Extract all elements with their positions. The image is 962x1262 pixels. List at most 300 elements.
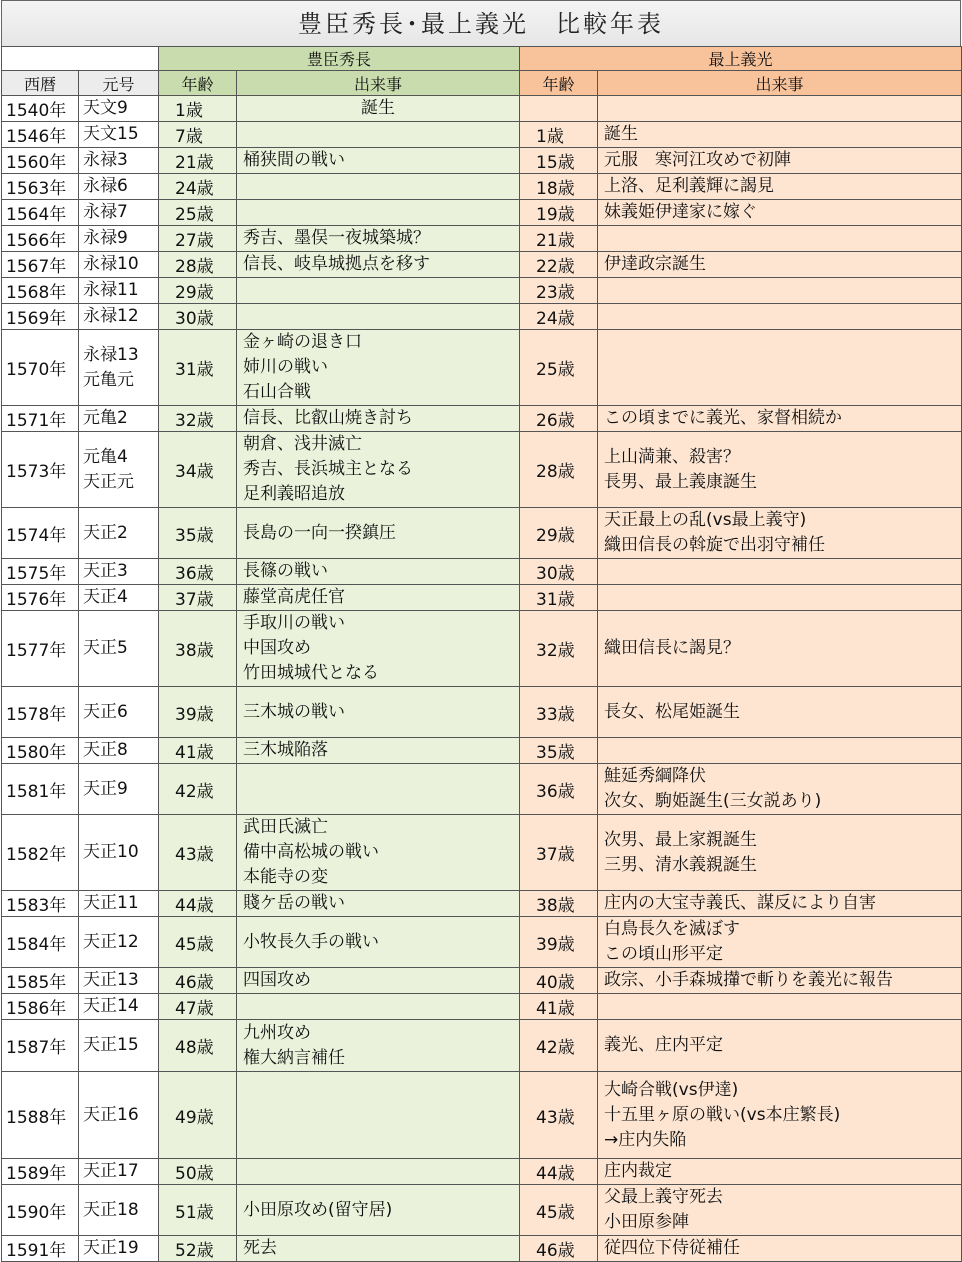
- era-cell: [79, 559, 159, 585]
- yoshiaki-age-cell: 44歳: [520, 1159, 598, 1185]
- yoshiaki-events-cell: [598, 278, 962, 304]
- year-cell: 1580年: [2, 738, 79, 764]
- era-cell: [79, 764, 159, 815]
- event-line: 竹田城城代となる: [243, 663, 379, 683]
- hidenaga-age-cell: 34歳: [159, 432, 237, 508]
- yoshiaki-events-cell: [598, 304, 962, 330]
- hidenaga-age-cell: 44歳: [159, 891, 237, 917]
- hidenaga-events-cell: [237, 738, 520, 764]
- yoshiaki-age-cell: 36歳: [520, 764, 598, 815]
- table-row: [2, 304, 962, 330]
- era-cell: [79, 278, 159, 304]
- yoshiaki-events-cell: [598, 148, 962, 174]
- yoshiaki-events-cell: [598, 1236, 962, 1262]
- event-line: 天正12: [83, 931, 139, 952]
- year-cell: 1540年: [2, 96, 79, 122]
- yoshiaki-age-cell: 30歳: [520, 559, 598, 585]
- header-yoshiaki-age: 年齢: [520, 71, 598, 96]
- event-line: 秀吉、長浜城主となる: [243, 459, 413, 479]
- event-line: 長篠の戦い: [243, 561, 328, 581]
- hidenaga-events-cell: [237, 508, 520, 559]
- event-line: 上山満兼、殺害？: [604, 446, 741, 467]
- hidenaga-age-cell: 7歳: [159, 122, 237, 148]
- yoshiaki-age-cell: 40歳: [520, 968, 598, 994]
- hidenaga-age-cell: 31歳: [159, 330, 237, 406]
- hidenaga-events-cell: [237, 687, 520, 738]
- event-line: 元服 寒河江攻めで初陣: [604, 150, 792, 170]
- event-line: 三男、清水義親誕生: [604, 854, 758, 875]
- yoshiaki-events-cell: [598, 687, 962, 738]
- hidenaga-age-cell: 47歳: [159, 994, 237, 1020]
- event-line: 藤堂高虎任官: [243, 587, 345, 607]
- event-line: 庄内の大宝寺義氏、謀反により自害: [604, 893, 877, 913]
- hidenaga-age-cell: 30歳: [159, 304, 237, 330]
- hidenaga-age-cell: 50歳: [159, 1159, 237, 1185]
- hidenaga-age-cell: 37歳: [159, 585, 237, 611]
- year-cell: 1582年: [2, 815, 79, 891]
- event-line: 長女、松尾姫誕生: [604, 701, 741, 722]
- year-cell: 1581年: [2, 764, 79, 815]
- table-row: [2, 148, 962, 174]
- table-row: [2, 815, 962, 891]
- table-row: [2, 1159, 962, 1185]
- year-cell: 1567年: [2, 252, 79, 278]
- yoshiaki-events-cell: [598, 764, 962, 815]
- event-line: 永禄13: [83, 344, 139, 365]
- column-header-row: [2, 71, 962, 96]
- era-cell: [79, 585, 159, 611]
- hidenaga-events-cell: [237, 1072, 520, 1159]
- year-cell: 1563年: [2, 174, 79, 200]
- header-hidenaga: 豊臣秀長: [159, 47, 520, 71]
- event-line: 秀吉、墨俣一夜城築城？: [243, 228, 430, 248]
- event-line: 信長、岐阜城拠点を移す: [243, 254, 430, 274]
- era-cell: [79, 1185, 159, 1236]
- event-line: 大崎合戦(vs伊達): [604, 1079, 739, 1100]
- hidenaga-age-cell: 48歳: [159, 1020, 237, 1072]
- event-line: 小田原攻め(留守居): [243, 1199, 393, 1220]
- event-line: 天文15: [83, 124, 139, 144]
- yoshiaki-age-cell: 31歳: [520, 585, 598, 611]
- event-line: 織田信長に謁見？: [604, 638, 741, 658]
- yoshiaki-events-cell: [598, 200, 962, 226]
- event-line: 従四位下侍従補任: [604, 1238, 741, 1258]
- event-line: 本能寺の変: [243, 867, 328, 887]
- event-line: 信長、比叡山焼き討ち: [243, 408, 413, 428]
- event-line: 天正5: [83, 638, 128, 658]
- hidenaga-events-cell: [237, 252, 520, 278]
- event-line: 義光、庄内平定: [604, 1035, 724, 1055]
- event-line: 天正14: [83, 996, 139, 1016]
- hidenaga-age-cell: 45歳: [159, 917, 237, 968]
- table-row: [2, 1072, 962, 1159]
- table-row: [2, 226, 962, 252]
- table-row: [2, 174, 962, 200]
- era-cell: [79, 226, 159, 252]
- yoshiaki-age-cell: 21歳: [520, 226, 598, 252]
- hidenaga-age-cell: 36歳: [159, 559, 237, 585]
- header-era: 元号: [79, 71, 159, 96]
- era-cell: [79, 968, 159, 994]
- event-line: 永禄3: [83, 150, 128, 170]
- table-row: [2, 994, 962, 1020]
- hidenaga-age-cell: 1歳: [159, 96, 237, 122]
- table-row: [2, 891, 962, 917]
- event-line: 死去: [243, 1238, 277, 1258]
- yoshiaki-events-cell: [598, 252, 962, 278]
- event-line: 次男、最上家親誕生: [604, 829, 758, 850]
- event-line: 伊達政宗誕生: [604, 254, 707, 274]
- yoshiaki-events-cell: [598, 226, 962, 252]
- event-line: 四国攻め: [243, 970, 311, 990]
- table-row: [2, 432, 962, 508]
- yoshiaki-events-cell: [598, 432, 962, 508]
- year-cell: 1586年: [2, 994, 79, 1020]
- event-line: 九州攻め: [243, 1022, 311, 1043]
- yoshiaki-events-cell: [598, 122, 962, 148]
- yoshiaki-age-cell: 33歳: [520, 687, 598, 738]
- header-hidenaga-age: 年齢: [159, 71, 237, 96]
- person-header-row: [2, 47, 962, 71]
- yoshiaki-events-cell: [598, 738, 962, 764]
- hidenaga-age-cell: 49歳: [159, 1072, 237, 1159]
- event-line: 天正9: [83, 778, 128, 799]
- hidenaga-age-cell: 38歳: [159, 611, 237, 687]
- era-cell: [79, 611, 159, 687]
- yoshiaki-events-cell: [598, 1185, 962, 1236]
- hidenaga-events-cell: [237, 1185, 520, 1236]
- event-line: 元亀2: [83, 408, 128, 428]
- yoshiaki-events-cell: [598, 330, 962, 406]
- event-line: 天文9: [83, 98, 128, 118]
- hidenaga-events-cell: [237, 585, 520, 611]
- event-line: 長男、最上義康誕生: [604, 471, 758, 492]
- year-cell: 1584年: [2, 917, 79, 968]
- page-title: 豊臣秀長･最上義光 比較年表: [1, 0, 961, 46]
- event-line: 誕生: [604, 124, 639, 144]
- header-yoshiaki-events: 出来事: [598, 71, 962, 96]
- year-cell: 1587年: [2, 1020, 79, 1072]
- yoshiaki-events-cell: [598, 994, 962, 1020]
- event-line: 永禄9: [83, 228, 128, 248]
- hidenaga-events-cell: [237, 96, 520, 122]
- era-cell: [79, 304, 159, 330]
- event-line: 庄内裁定: [604, 1161, 673, 1181]
- event-line: 武田氏滅亡: [243, 817, 328, 837]
- table-row: [2, 968, 962, 994]
- hidenaga-events-cell: [237, 226, 520, 252]
- table-row: [2, 917, 962, 968]
- hidenaga-events-cell: [237, 764, 520, 815]
- event-line: 天正最上の乱(vs最上義守): [604, 510, 807, 530]
- event-line: 政宗、小手森城攆で斬りを義光に報告: [604, 970, 894, 990]
- era-cell: [79, 738, 159, 764]
- event-line: 永禄10: [83, 254, 139, 274]
- event-line: 小田原参陣: [604, 1212, 690, 1232]
- yoshiaki-age-cell: 43歳: [520, 1072, 598, 1159]
- year-cell: 1577年: [2, 611, 79, 687]
- event-line: 妹義姫伊達家に嫁ぐ: [604, 202, 758, 222]
- hidenaga-events-cell: [237, 1020, 520, 1072]
- era-cell: [79, 508, 159, 559]
- year-cell: 1568年: [2, 278, 79, 304]
- event-line: 永禄12: [83, 306, 139, 326]
- event-line: 三木城陥落: [243, 740, 328, 760]
- event-line: 上洛、足利義輝に謁見: [604, 176, 775, 196]
- era-cell: [79, 432, 159, 508]
- yoshiaki-events-cell: [598, 559, 962, 585]
- hidenaga-age-cell: 35歳: [159, 508, 237, 559]
- event-line: 天正8: [83, 740, 128, 760]
- yoshiaki-age-cell: 23歳: [520, 278, 598, 304]
- header-blank-cell: [2, 47, 159, 71]
- yoshiaki-age-cell: 26歳: [520, 406, 598, 432]
- year-cell: 1573年: [2, 432, 79, 508]
- yoshiaki-age-cell: 22歳: [520, 252, 598, 278]
- event-line: 長島の一向一揆鎮圧: [243, 522, 396, 543]
- yoshiaki-age-cell: 1歳: [520, 122, 598, 148]
- yoshiaki-age-cell: 35歳: [520, 738, 598, 764]
- year-cell: 1570年: [2, 330, 79, 406]
- hidenaga-events-cell: [237, 122, 520, 148]
- yoshiaki-age-cell: 28歳: [520, 432, 598, 508]
- era-cell: [79, 200, 159, 226]
- event-line: 天正16: [83, 1104, 139, 1125]
- event-line: 天正10: [83, 842, 139, 862]
- event-line: 中国攻め: [243, 638, 311, 658]
- yoshiaki-events-cell: [598, 585, 962, 611]
- table-row: [2, 122, 962, 148]
- event-line: 賤ケ岳の戦い: [243, 893, 345, 913]
- table-row: [2, 764, 962, 815]
- table-row: [2, 406, 962, 432]
- year-cell: 1569年: [2, 304, 79, 330]
- event-line: 天正18: [83, 1199, 139, 1220]
- hidenaga-events-cell: [237, 611, 520, 687]
- hidenaga-age-cell: 28歳: [159, 252, 237, 278]
- era-cell: [79, 994, 159, 1020]
- era-cell: [79, 687, 159, 738]
- yoshiaki-age-cell: 45歳: [520, 1185, 598, 1236]
- event-line: 天正11: [83, 893, 139, 913]
- yoshiaki-events-cell: [598, 96, 962, 122]
- hidenaga-events-cell: [237, 278, 520, 304]
- event-line: 鮭延秀綱降伏: [604, 766, 707, 786]
- event-line: 手取川の戦い: [243, 613, 345, 633]
- year-cell: 1576年: [2, 585, 79, 611]
- year-cell: 1571年: [2, 406, 79, 432]
- table-row: [2, 585, 962, 611]
- hidenaga-events-cell: [237, 559, 520, 585]
- yoshiaki-events-cell: [598, 611, 962, 687]
- event-line: 永禄11: [83, 280, 139, 300]
- event-line: 織田信長の斡旋で出羽守補任: [604, 535, 826, 555]
- event-line: 権大納言補任: [243, 1047, 345, 1068]
- table-row: [2, 1020, 962, 1072]
- event-line: 誕生: [361, 98, 395, 118]
- table-row: [2, 278, 962, 304]
- yoshiaki-age-cell: 15歳: [520, 148, 598, 174]
- year-cell: 1574年: [2, 508, 79, 559]
- yoshiaki-age-cell: 18歳: [520, 174, 598, 200]
- yoshiaki-events-cell: [598, 1072, 962, 1159]
- event-line: 元亀元: [83, 369, 134, 390]
- yoshiaki-events-cell: [598, 891, 962, 917]
- event-line: 備中高松城の戦い: [243, 842, 379, 862]
- hidenaga-events-cell: [237, 917, 520, 968]
- era-cell: [79, 96, 159, 122]
- event-line: 元亀4: [83, 446, 128, 467]
- hidenaga-events-cell: [237, 174, 520, 200]
- year-cell: 1578年: [2, 687, 79, 738]
- hidenaga-age-cell: 51歳: [159, 1185, 237, 1236]
- event-line: 足利義昭追放: [243, 484, 345, 504]
- era-cell: [79, 1159, 159, 1185]
- table-row: [2, 559, 962, 585]
- hidenaga-events-cell: [237, 891, 520, 917]
- event-line: 天正17: [83, 1161, 139, 1181]
- yoshiaki-age-cell: 46歳: [520, 1236, 598, 1262]
- hidenaga-events-cell: [237, 432, 520, 508]
- table-row: [2, 1185, 962, 1236]
- hidenaga-events-cell: [237, 994, 520, 1020]
- yoshiaki-age-cell: 32歳: [520, 611, 598, 687]
- event-line: 天正19: [83, 1238, 139, 1258]
- year-cell: 1583年: [2, 891, 79, 917]
- event-line: 三木城の戦い: [243, 701, 345, 722]
- table-row: [2, 508, 962, 559]
- event-line: 天正3: [83, 561, 128, 581]
- table-row: [2, 200, 962, 226]
- hidenaga-age-cell: 21歳: [159, 148, 237, 174]
- year-cell: 1590年: [2, 1185, 79, 1236]
- year-cell: 1546年: [2, 122, 79, 148]
- yoshiaki-age-cell: 37歳: [520, 815, 598, 891]
- year-cell: 1585年: [2, 968, 79, 994]
- event-line: 天正元: [83, 471, 134, 492]
- hidenaga-events-cell: [237, 406, 520, 432]
- event-line: 石山合戦: [243, 382, 311, 402]
- hidenaga-age-cell: 52歳: [159, 1236, 237, 1262]
- event-line: この頃山形平定: [604, 944, 724, 964]
- event-line: 白鳥長久を滅ぼす: [604, 919, 741, 939]
- yoshiaki-age-cell: 39歳: [520, 917, 598, 968]
- yoshiaki-age-cell: 24歳: [520, 304, 598, 330]
- year-cell: 1566年: [2, 226, 79, 252]
- table-row: [2, 330, 962, 406]
- timeline-sheet: [1, 0, 961, 1262]
- hidenaga-age-cell: 24歳: [159, 174, 237, 200]
- yoshiaki-age-cell: 19歳: [520, 200, 598, 226]
- event-line: 永禄6: [83, 176, 128, 196]
- yoshiaki-events-cell: [598, 174, 962, 200]
- year-cell: 1560年: [2, 148, 79, 174]
- hidenaga-events-cell: [237, 815, 520, 891]
- hidenaga-events-cell: [237, 1159, 520, 1185]
- yoshiaki-events-cell: [598, 406, 962, 432]
- yoshiaki-age-cell: 41歳: [520, 994, 598, 1020]
- era-cell: [79, 122, 159, 148]
- event-line: 父最上義守死去: [604, 1187, 724, 1207]
- table-row: [2, 96, 962, 122]
- yoshiaki-events-cell: [598, 508, 962, 559]
- era-cell: [79, 1236, 159, 1262]
- event-line: 姉川の戦い: [243, 357, 328, 377]
- yoshiaki-age-cell: 38歳: [520, 891, 598, 917]
- event-line: 天正13: [83, 970, 139, 990]
- table-row: [2, 738, 962, 764]
- year-cell: 1589年: [2, 1159, 79, 1185]
- event-line: 天正15: [83, 1035, 139, 1055]
- era-cell: [79, 815, 159, 891]
- event-line: 天正4: [83, 587, 128, 607]
- era-cell: [79, 1072, 159, 1159]
- timeline-table: [1, 46, 962, 1262]
- hidenaga-age-cell: 42歳: [159, 764, 237, 815]
- event-line: 桶狭間の戦い: [243, 150, 345, 170]
- header-hidenaga-events: 出来事: [237, 71, 520, 96]
- hidenaga-age-cell: 27歳: [159, 226, 237, 252]
- yoshiaki-events-cell: [598, 968, 962, 994]
- hidenaga-events-cell: [237, 148, 520, 174]
- hidenaga-age-cell: 43歳: [159, 815, 237, 891]
- year-cell: 1591年: [2, 1236, 79, 1262]
- yoshiaki-events-cell: [598, 1159, 962, 1185]
- event-line: 金ヶ崎の退き口: [243, 332, 362, 352]
- hidenaga-events-cell: [237, 200, 520, 226]
- year-cell: 1588年: [2, 1072, 79, 1159]
- era-cell: [79, 406, 159, 432]
- era-cell: [79, 1020, 159, 1072]
- table-row: [2, 687, 962, 738]
- yoshiaki-age-cell: 29歳: [520, 508, 598, 559]
- era-cell: [79, 330, 159, 406]
- hidenaga-events-cell: [237, 1236, 520, 1262]
- hidenaga-age-cell: 25歳: [159, 200, 237, 226]
- event-line: 天正6: [83, 701, 128, 722]
- event-line: →庄内失陥: [604, 1129, 687, 1150]
- yoshiaki-events-cell: [598, 815, 962, 891]
- yoshiaki-events-cell: [598, 1020, 962, 1072]
- hidenaga-age-cell: 39歳: [159, 687, 237, 738]
- event-line: 十五里ヶ原の戦い(vs本庄繁長): [604, 1104, 841, 1125]
- hidenaga-age-cell: 29歳: [159, 278, 237, 304]
- table-row: [2, 1236, 962, 1262]
- timeline-body: [2, 96, 962, 1262]
- hidenaga-age-cell: 41歳: [159, 738, 237, 764]
- era-cell: [79, 252, 159, 278]
- event-line: 次女、駒姫誕生(三女説あり): [604, 791, 822, 811]
- header-yoshiaki: 最上義光: [520, 47, 962, 71]
- year-cell: 1564年: [2, 200, 79, 226]
- era-cell: [79, 917, 159, 968]
- hidenaga-events-cell: [237, 330, 520, 406]
- table-row: [2, 252, 962, 278]
- event-line: 永禄7: [83, 202, 128, 222]
- event-line: 天正2: [83, 522, 128, 543]
- era-cell: [79, 174, 159, 200]
- yoshiaki-age-cell: 25歳: [520, 330, 598, 406]
- hidenaga-age-cell: 46歳: [159, 968, 237, 994]
- era-cell: [79, 148, 159, 174]
- event-line: 朝倉、浅井滅亡: [243, 434, 362, 454]
- event-line: 小牧長久手の戦い: [243, 931, 379, 952]
- header-year: 西暦: [2, 71, 79, 96]
- year-cell: 1575年: [2, 559, 79, 585]
- hidenaga-events-cell: [237, 968, 520, 994]
- era-cell: [79, 891, 159, 917]
- table-row: [2, 611, 962, 687]
